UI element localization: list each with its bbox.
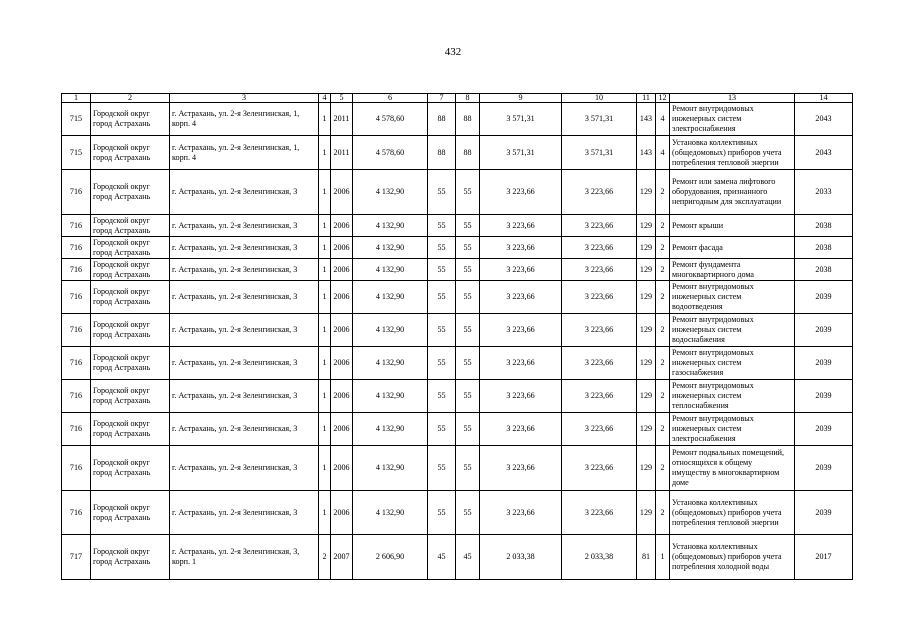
cell-col7: 55 — [428, 314, 456, 347]
cell-col9: 3 223,66 — [480, 281, 562, 314]
cell-address: г. Астрахань, ул. 2-я Зеленгинская, 3 — [170, 170, 319, 215]
cell-col9: 3 223,66 — [480, 170, 562, 215]
cell-col9: 3 223,66 — [480, 380, 562, 413]
cell-col9: 3 223,66 — [480, 413, 562, 446]
cell-plan-year: 2033 — [795, 170, 853, 215]
cell-col8: 55 — [456, 491, 480, 535]
column-header: 14 — [795, 94, 853, 103]
cell-number: 715 — [62, 103, 91, 136]
cell-year: 2006 — [331, 380, 353, 413]
cell-col7: 88 — [428, 136, 456, 170]
cell-col11: 81 — [637, 535, 656, 580]
cell-col11: 129 — [637, 314, 656, 347]
cell-number: 716 — [62, 347, 91, 380]
cell-year: 2006 — [331, 446, 353, 491]
cell-col6: 4 132,90 — [353, 237, 428, 259]
column-header: 9 — [480, 94, 562, 103]
cell-col7: 88 — [428, 103, 456, 136]
cell-col4: 1 — [319, 259, 331, 281]
cell-municipality: Городской округ город Астрахань — [91, 215, 170, 237]
cell-col9: 2 033,38 — [480, 535, 562, 580]
cell-col12: 2 — [656, 413, 670, 446]
column-header: 4 — [319, 94, 331, 103]
cell-col6: 4 132,90 — [353, 491, 428, 535]
table-row — [62, 136, 853, 170]
cell-work-type: Ремонт внутридомовых инженерных систем водоотведения — [670, 281, 795, 314]
cell-year: 2011 — [331, 136, 353, 170]
cell-plan-year: 2038 — [795, 237, 853, 259]
cell-year: 2006 — [331, 491, 353, 535]
cell-col11: 143 — [637, 103, 656, 136]
cell-col6: 4 132,90 — [353, 314, 428, 347]
cell-address: г. Астрахань, ул. 2-я Зеленгинская, 3 — [170, 380, 319, 413]
cell-col7: 55 — [428, 237, 456, 259]
cell-year: 2006 — [331, 413, 353, 446]
cell-address: г. Астрахань, ул. 2-я Зеленгинская, 3 — [170, 281, 319, 314]
cell-number: 715 — [62, 136, 91, 170]
cell-plan-year: 2039 — [795, 380, 853, 413]
column-header: 7 — [428, 94, 456, 103]
cell-plan-year: 2038 — [795, 259, 853, 281]
cell-col12: 2 — [656, 347, 670, 380]
cell-col6: 4 132,90 — [353, 446, 428, 491]
cell-work-type: Установка коллективных (общедомовых) приборов учета потребления холодной воды — [670, 535, 795, 580]
cell-year: 2006 — [331, 237, 353, 259]
table-row — [62, 535, 853, 580]
cell-year: 2006 — [331, 314, 353, 347]
cell-number: 716 — [62, 446, 91, 491]
cell-col9: 3 223,66 — [480, 491, 562, 535]
cell-address: г. Астрахань, ул. 2-я Зеленгинская, 3 — [170, 259, 319, 281]
cell-work-type: Установка коллективных (общедомовых) приборов учета потребления тепловой энергии — [670, 491, 795, 535]
cell-col4: 1 — [319, 314, 331, 347]
cell-address: г. Астрахань, ул. 2-я Зеленгинская, 3 — [170, 314, 319, 347]
cell-col10: 3 223,66 — [562, 347, 637, 380]
cell-municipality: Городской округ город Астрахань — [91, 281, 170, 314]
cell-col9: 3 223,66 — [480, 446, 562, 491]
cell-col12: 4 — [656, 136, 670, 170]
cell-col6: 4 578,60 — [353, 103, 428, 136]
cell-work-type: Ремонт фундамента многоквартирного дома — [670, 259, 795, 281]
cell-number: 716 — [62, 215, 91, 237]
cell-col10: 3 571,31 — [562, 136, 637, 170]
cell-col11: 129 — [637, 347, 656, 380]
cell-col12: 2 — [656, 446, 670, 491]
cell-address: г. Астрахань, ул. 2-я Зеленгинская, 3 — [170, 237, 319, 259]
cell-municipality: Городской округ город Астрахань — [91, 380, 170, 413]
cell-col11: 129 — [637, 380, 656, 413]
cell-plan-year: 2039 — [795, 281, 853, 314]
table-row — [62, 380, 853, 413]
cell-col8: 45 — [456, 535, 480, 580]
cell-work-type: Ремонт внутридомовых инженерных систем электроснабжения — [670, 413, 795, 446]
cell-number: 716 — [62, 413, 91, 446]
column-header: 2 — [91, 94, 170, 103]
table-row — [62, 259, 853, 281]
table-row — [62, 215, 853, 237]
cell-col4: 1 — [319, 380, 331, 413]
cell-col8: 55 — [456, 237, 480, 259]
cell-col4: 1 — [319, 170, 331, 215]
registry-table — [61, 93, 853, 580]
cell-year: 2007 — [331, 535, 353, 580]
table-row — [62, 237, 853, 259]
cell-col10: 2 033,38 — [562, 535, 637, 580]
cell-col11: 129 — [637, 215, 656, 237]
cell-col10: 3 223,66 — [562, 259, 637, 281]
cell-col7: 55 — [428, 413, 456, 446]
cell-col12: 2 — [656, 170, 670, 215]
cell-col8: 55 — [456, 170, 480, 215]
cell-col11: 143 — [637, 136, 656, 170]
cell-col12: 2 — [656, 237, 670, 259]
column-header: 1 — [62, 94, 91, 103]
cell-col12: 1 — [656, 535, 670, 580]
cell-municipality: Городской округ город Астрахань — [91, 347, 170, 380]
table-row — [62, 491, 853, 535]
page-number: 432 — [444, 46, 462, 58]
cell-col8: 55 — [456, 215, 480, 237]
cell-col7: 55 — [428, 170, 456, 215]
table-row — [62, 170, 853, 215]
cell-col8: 88 — [456, 103, 480, 136]
cell-col6: 4 132,90 — [353, 215, 428, 237]
cell-col7: 55 — [428, 259, 456, 281]
table-row — [62, 314, 853, 347]
cell-municipality: Городской округ город Астрахань — [91, 314, 170, 347]
cell-plan-year: 2039 — [795, 314, 853, 347]
cell-plan-year: 2043 — [795, 136, 853, 170]
cell-col7: 55 — [428, 281, 456, 314]
cell-address: г. Астрахань, ул. 2-я Зеленгинская, 3 — [170, 446, 319, 491]
column-number-row — [62, 94, 853, 103]
column-header: 12 — [656, 94, 670, 103]
cell-plan-year: 2038 — [795, 215, 853, 237]
cell-year: 2011 — [331, 103, 353, 136]
cell-work-type: Ремонт фасада — [670, 237, 795, 259]
cell-col8: 55 — [456, 314, 480, 347]
column-header: 10 — [562, 94, 637, 103]
cell-address: г. Астрахань, ул. 2-я Зеленгинская, 3 — [170, 215, 319, 237]
cell-col10: 3 223,66 — [562, 170, 637, 215]
cell-col6: 4 132,90 — [353, 347, 428, 380]
cell-plan-year: 2039 — [795, 347, 853, 380]
cell-col10: 3 223,66 — [562, 314, 637, 347]
cell-col8: 55 — [456, 259, 480, 281]
cell-col9: 3 223,66 — [480, 314, 562, 347]
cell-col9: 3 223,66 — [480, 237, 562, 259]
cell-col12: 2 — [656, 281, 670, 314]
cell-plan-year: 2017 — [795, 535, 853, 580]
cell-col7: 55 — [428, 491, 456, 535]
cell-col7: 55 — [428, 446, 456, 491]
cell-col6: 4 578,60 — [353, 136, 428, 170]
cell-work-type: Установка коллективных (общедомовых) приборов учета потребления тепловой энергии — [670, 136, 795, 170]
cell-col11: 129 — [637, 259, 656, 281]
cell-col11: 129 — [637, 170, 656, 215]
cell-municipality: Городской округ город Астрахань — [91, 237, 170, 259]
cell-work-type: Ремонт внутридомовых инженерных систем электроснабжения — [670, 103, 795, 136]
cell-municipality: Городской округ город Астрахань — [91, 413, 170, 446]
cell-col8: 55 — [456, 446, 480, 491]
cell-col4: 1 — [319, 446, 331, 491]
cell-col4: 1 — [319, 347, 331, 380]
cell-number: 716 — [62, 237, 91, 259]
cell-col9: 3 571,31 — [480, 103, 562, 136]
cell-col7: 55 — [428, 215, 456, 237]
cell-col8: 88 — [456, 136, 480, 170]
cell-col12: 2 — [656, 491, 670, 535]
cell-plan-year: 2039 — [795, 491, 853, 535]
cell-col7: 55 — [428, 380, 456, 413]
cell-col10: 3 223,66 — [562, 491, 637, 535]
table-row — [62, 446, 853, 491]
cell-col12: 2 — [656, 314, 670, 347]
cell-col12: 2 — [656, 259, 670, 281]
cell-address: г. Астрахань, ул. 2-я Зеленгинская, 3 — [170, 413, 319, 446]
cell-col6: 4 132,90 — [353, 259, 428, 281]
cell-col11: 129 — [637, 281, 656, 314]
column-header: 13 — [670, 94, 795, 103]
cell-col4: 1 — [319, 103, 331, 136]
cell-col8: 55 — [456, 281, 480, 314]
cell-plan-year: 2043 — [795, 103, 853, 136]
cell-work-type: Ремонт внутридомовых инженерных систем водоснабжения — [670, 314, 795, 347]
cell-col11: 129 — [637, 491, 656, 535]
cell-col8: 55 — [456, 413, 480, 446]
cell-col10: 3 571,31 — [562, 103, 637, 136]
cell-number: 716 — [62, 380, 91, 413]
cell-col10: 3 223,66 — [562, 380, 637, 413]
table-row — [62, 281, 853, 314]
cell-col12: 2 — [656, 215, 670, 237]
cell-address: г. Астрахань, ул. 2-я Зеленгинская, 1, корп. 4 — [170, 136, 319, 170]
cell-col6: 2 606,90 — [353, 535, 428, 580]
table-row — [62, 347, 853, 380]
cell-col8: 55 — [456, 347, 480, 380]
cell-col10: 3 223,66 — [562, 215, 637, 237]
cell-municipality: Городской округ город Астрахань — [91, 535, 170, 580]
cell-address: г. Астрахань, ул. 2-я Зеленгинская, 3, корп. 1 — [170, 535, 319, 580]
cell-municipality: Городской округ город Астрахань — [91, 259, 170, 281]
cell-col12: 4 — [656, 103, 670, 136]
cell-number: 716 — [62, 314, 91, 347]
cell-col6: 4 132,90 — [353, 413, 428, 446]
cell-col9: 3 571,31 — [480, 136, 562, 170]
cell-col11: 129 — [637, 237, 656, 259]
cell-municipality: Городской округ город Астрахань — [91, 103, 170, 136]
cell-col8: 55 — [456, 380, 480, 413]
cell-col4: 1 — [319, 237, 331, 259]
cell-col10: 3 223,66 — [562, 237, 637, 259]
cell-col4: 1 — [319, 281, 331, 314]
cell-col10: 3 223,66 — [562, 413, 637, 446]
cell-year: 2006 — [331, 347, 353, 380]
cell-plan-year: 2039 — [795, 446, 853, 491]
cell-number: 716 — [62, 491, 91, 535]
cell-col4: 1 — [319, 491, 331, 535]
cell-address: г. Астрахань, ул. 2-я Зеленгинская, 1, корп. 4 — [170, 103, 319, 136]
cell-col11: 129 — [637, 446, 656, 491]
cell-year: 2006 — [331, 170, 353, 215]
table-row — [62, 413, 853, 446]
cell-year: 2006 — [331, 281, 353, 314]
column-header: 6 — [353, 94, 428, 103]
cell-address: г. Астрахань, ул. 2-я Зеленгинская, 3 — [170, 347, 319, 380]
cell-col12: 2 — [656, 380, 670, 413]
column-header: 8 — [456, 94, 480, 103]
cell-municipality: Городской округ город Астрахань — [91, 170, 170, 215]
cell-col4: 1 — [319, 215, 331, 237]
cell-number: 717 — [62, 535, 91, 580]
cell-municipality: Городской округ город Астрахань — [91, 491, 170, 535]
cell-col9: 3 223,66 — [480, 259, 562, 281]
cell-col10: 3 223,66 — [562, 281, 637, 314]
column-header: 3 — [170, 94, 319, 103]
column-header: 5 — [331, 94, 353, 103]
cell-work-type: Ремонт крыши — [670, 215, 795, 237]
cell-col9: 3 223,66 — [480, 215, 562, 237]
cell-address: г. Астрахань, ул. 2-я Зеленгинская, 3 — [170, 491, 319, 535]
cell-municipality: Городской округ город Астрахань — [91, 136, 170, 170]
cell-number: 716 — [62, 281, 91, 314]
cell-number: 716 — [62, 259, 91, 281]
cell-col6: 4 132,90 — [353, 380, 428, 413]
cell-col10: 3 223,66 — [562, 446, 637, 491]
cell-work-type: Ремонт внутридомовых инженерных систем газоснабжения — [670, 347, 795, 380]
cell-col7: 45 — [428, 535, 456, 580]
table-row — [62, 103, 853, 136]
cell-work-type: Ремонт или замена лифтового оборудования, признанного непригодным для эксплуатации — [670, 170, 795, 215]
cell-col4: 2 — [319, 535, 331, 580]
cell-col7: 55 — [428, 347, 456, 380]
cell-col6: 4 132,90 — [353, 281, 428, 314]
cell-col6: 4 132,90 — [353, 170, 428, 215]
cell-plan-year: 2039 — [795, 413, 853, 446]
cell-year: 2006 — [331, 259, 353, 281]
cell-col9: 3 223,66 — [480, 347, 562, 380]
cell-col11: 129 — [637, 413, 656, 446]
cell-col4: 1 — [319, 413, 331, 446]
cell-number: 716 — [62, 170, 91, 215]
cell-col4: 1 — [319, 136, 331, 170]
table-body — [62, 103, 853, 580]
cell-work-type: Ремонт внутридомовых инженерных систем теплоснабжения — [670, 380, 795, 413]
cell-municipality: Городской округ город Астрахань — [91, 446, 170, 491]
column-header: 11 — [637, 94, 656, 103]
cell-year: 2006 — [331, 215, 353, 237]
cell-work-type: Ремонт подвальных помещений, относящихся к общему имуществу в многоквартирном доме — [670, 446, 795, 491]
